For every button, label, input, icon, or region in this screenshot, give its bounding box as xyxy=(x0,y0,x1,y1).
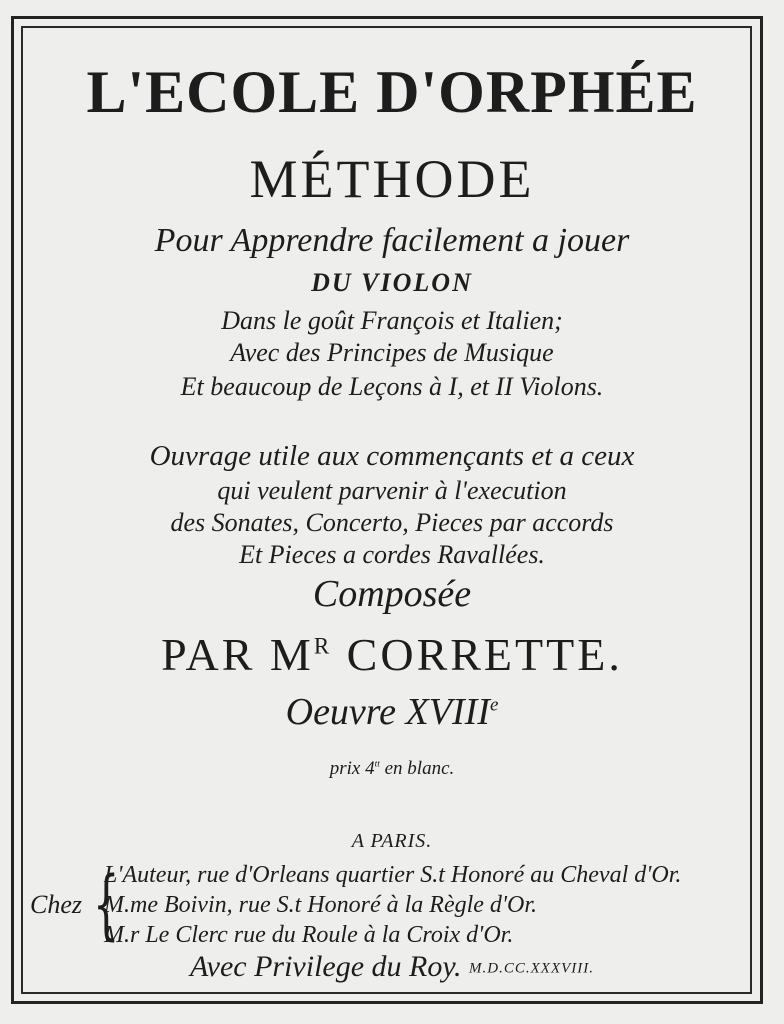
ouvrage-line-3: des Sonates, Concerto, Pieces par accords xyxy=(170,508,614,537)
description-line-1: Pour Apprendre facilement a jouer xyxy=(154,222,630,259)
privilege-text: Avec Privilege du Roy. xyxy=(189,950,462,983)
author-name: CORRETTE. xyxy=(346,629,623,680)
author-prefix-sup: R xyxy=(313,633,333,659)
author-prefix: PAR M xyxy=(161,629,314,680)
main-title: L'ECOLE D'ORPHÉE xyxy=(86,59,698,125)
price-text: prix 4 xyxy=(329,758,375,779)
description-line-4: Avec des Principes de Musique xyxy=(230,338,554,367)
price-sup: tt xyxy=(374,759,380,770)
opus-sup: e xyxy=(489,694,499,716)
price-line xyxy=(0,758,784,780)
brace-icon: { xyxy=(92,859,120,948)
author-line xyxy=(0,628,784,681)
imprint-address-1: L'Auteur, rue d'Orleans quartier S.t Honoré au Cheval d'Or. xyxy=(104,862,682,888)
privilege-year: M.D.CC.XXXVIII. xyxy=(469,960,595,977)
description-line-3: Dans le goût François et Italien; xyxy=(221,306,563,335)
ouvrage-line-4: Et Pieces a cordes Ravallées. xyxy=(239,540,545,569)
ouvrage-line-1: Ouvrage utile aux commençants et a ceux xyxy=(149,440,635,472)
description-line-5: Et beaucoup de Leçons à I, et II Violons. xyxy=(180,372,604,401)
ouvrage-line-2: qui veulent parvenir à l'execution xyxy=(217,476,567,505)
description-line-2: DU VIOLON xyxy=(311,268,473,297)
opus-line xyxy=(0,690,784,734)
methode-heading: MÉTHODE xyxy=(249,149,535,209)
imprint-address-2: M.me Boivin, rue S.t Honoré à la Règle d'Or. xyxy=(104,892,538,918)
imprint-address-3: M.r Le Clerc rue du Roule à la Croix d'Or. xyxy=(104,922,514,948)
opus-text: Oeuvre XVIII xyxy=(285,691,490,733)
composee-text: Composée xyxy=(312,573,472,615)
imprint-chez: Chez xyxy=(30,890,82,919)
imprint-city: A PARIS. xyxy=(351,830,433,852)
privilege-line xyxy=(0,950,784,984)
price-text-2: en blanc. xyxy=(379,758,455,779)
